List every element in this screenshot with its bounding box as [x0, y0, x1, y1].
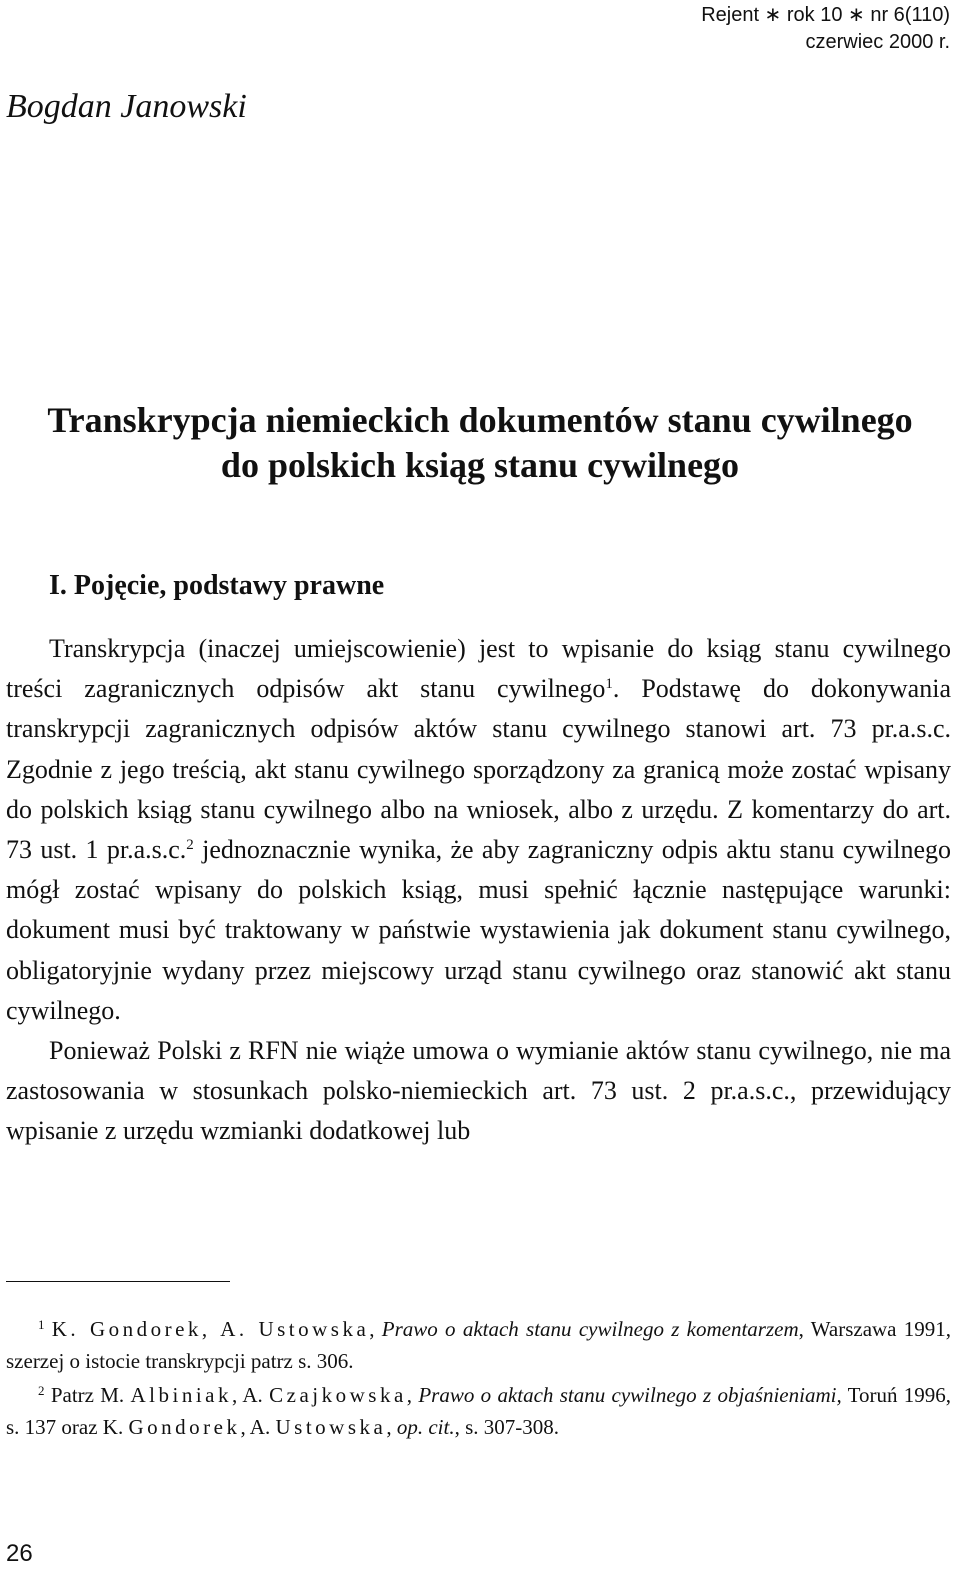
footnote-ref-1[interactable]: 1: [605, 676, 613, 693]
footnote-text: ,: [386, 1415, 397, 1439]
article-title-line-1: Transkrypcja niemieckich dokumentów stanu cywilnego: [47, 400, 913, 440]
footnote-author: Albiniak: [130, 1383, 232, 1407]
footnote-text: , A.: [240, 1415, 276, 1439]
footnote-title: Prawo o aktach stanu cywilnego z komentarzem: [381, 1317, 799, 1341]
footnote-author: Czajkowska: [269, 1383, 407, 1407]
footnote-text: , s. 307-308.: [454, 1415, 559, 1439]
article-body: [6, 629, 951, 1152]
footnote-author: Gondorek: [128, 1415, 241, 1439]
footnotes: [6, 1313, 951, 1445]
footnote-1: $^1$ K. Gondorek, A. Ustowska, Prawo o aktach stanu cywilnego z komentarzem, Warszawa 1991, szerzej o istocie transkrypcji patrz s. 306.: [6, 1317, 952, 1373]
footnote-text: ,: [406, 1383, 419, 1407]
paragraph-text: Transkrypcja (inaczej umiejscowienie) jest to wpisanie do ksiąg stanu cywilnego treści zagranicznych odpisów akt stanu cywilnego: [6, 634, 951, 704]
article-title-line-2: do polskich ksiąg stanu cywilnego: [220, 445, 740, 485]
footnote-title: Prawo o aktach stanu cywilnego z objaśnieniami,: [418, 1383, 842, 1407]
article-author: Bogdan Janowski: [6, 88, 247, 125]
footnote-text: Patrz M.: [50, 1383, 131, 1407]
footnote-separator: [6, 1281, 230, 1282]
footnote-number: 1: [38, 1317, 45, 1332]
footnote-authors: K. Gondorek, A. Ustowska: [51, 1317, 370, 1341]
footnote-text: Toruń 1996, s. 137 oraz K.: [6, 1383, 952, 1439]
body-paragraph-1: [6, 629, 951, 1031]
footnote-number: 2: [38, 1383, 45, 1398]
journal-header: [701, 2, 950, 56]
footnote-opcit: op. cit.: [396, 1415, 455, 1439]
footnote-text: , A.: [232, 1383, 270, 1407]
footnote-2: [6, 1379, 951, 1443]
footnote-text: , Warszawa 1991, szerzej o istocie transkrypcji patrz s. 306.: [6, 1317, 952, 1373]
article-title: [0, 398, 960, 488]
body-paragraph-2: Ponieważ Polski z RFN nie wiąże umowa o wymianie aktów stanu cywilnego, nie ma zastosowania w stosunkach polsko-niemieckich art. 73 ust. 2 pr.a.s.c., przewidujący wpisanie z urzędu wzmianki dodatkowej lub: [6, 1036, 951, 1146]
journal-issue: Rejent ∗ rok 10 ∗ nr 6(110): [701, 4, 950, 26]
journal-date: czerwiec 2000 r.: [805, 31, 950, 53]
footnote-author: Ustowska: [275, 1415, 387, 1439]
footnote-ref-2[interactable]: 2: [186, 837, 194, 854]
page-number: 26: [6, 1540, 33, 1567]
section-heading: I. Pojęcie, podstawy prawne: [49, 570, 385, 601]
paragraph-text: jednoznacznie wynika, że aby zagraniczny odpis aktu stanu cywilnego mógł zostać wpisany do polskich ksiąg, musi spełnić łącznie następujące warunki: dokument musi być traktowany w państwie wystawienia jak dokument stanu cywilnego, obligatoryjnie wydany przez miejscowy urząd stanu cywilnego oraz stanowić akt stanu cywilnego.: [6, 835, 951, 1025]
paragraph-text: . Podstawę do dokonywania transkrypcji zagranicznych odpisów aktów stanu cywilnego stanowi art. 73 pr.a.s.c. Zgodnie z jego treścią, akt stanu cywilnego sporządzony za granicą może zostać wpisany do polskich ksiąg stanu cywilnego albo na wniosek, albo z urzędu. Z komentarzy do art. 73 ust. 1 pr.a.s.c.: [6, 674, 951, 865]
